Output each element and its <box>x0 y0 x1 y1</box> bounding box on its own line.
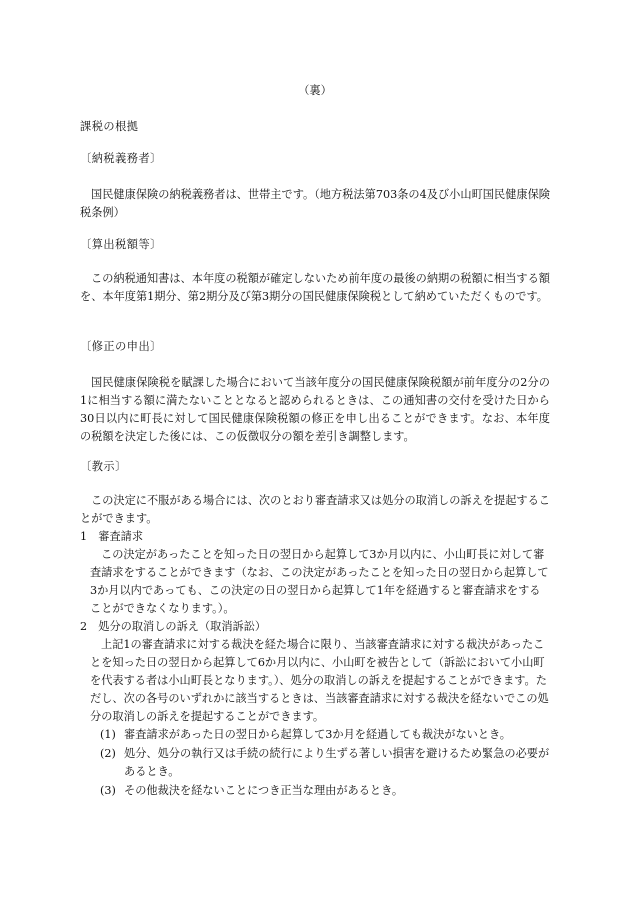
subitem-number: (2) <box>100 747 116 760</box>
subitem <box>100 745 550 781</box>
correction-heading: 〔修正の申出〕 <box>80 340 162 353</box>
page-side-mark: （裏） <box>298 84 332 97</box>
taxpayer-heading: 〔納税義務者〕 <box>80 152 162 165</box>
subitem-number: (3) <box>100 784 116 797</box>
item2-body: 上記1の審査請求に対する裁決を経た場合に限り、当該審査請求に対する裁決があったことを知った日の翌日から起算して6か月以内に、小山町を被告として（訴訟において小山町を代表する者は小山町長となります。）、処分の取消しの訴えを提起することができます。ただし、次の各号のいずれかに該当するときは、当該審査請求に対する裁決を経ないでこの処分の取消しの訴えを提起することができます。 <box>90 638 549 723</box>
notice-intro: この決定に不服がある場合には、次のとおり審査請求又は処分の取消しの訴えを提起することができます。 <box>80 494 550 525</box>
item2-title: 2 処分の取消しの訴え（取消訴訟） <box>80 620 267 633</box>
calc-body: この納税通知書は、本年度の税額が確定しないため前年度の最後の納期の税額に相当する額を、本年度第1期分、第2期分及び第3期分の国民健康保険税として納めていただくものです。 <box>80 272 550 303</box>
subitem-number: (1) <box>100 728 116 741</box>
subitem-text: その他裁決を経ないことにつき正当な理由があるとき。 <box>124 784 404 797</box>
notice-heading: 〔教示〕 <box>80 460 127 473</box>
taxpayer-body: 国民健康保険の納税義務者は、世帯主です。（地方税法第703条の4及び小山町国民健康保険税条例） <box>80 188 550 219</box>
item2-subitems <box>100 726 550 800</box>
document-title: 課税の根拠 <box>80 120 139 133</box>
item1-body: この決定があったことを知った日の翌日から起算して3か月以内に、小山町長に対して審査請求をすることができます（なお、この決定があったことを知った日の翌日から起算して3か月以内であっても、この決定の日の翌日から起算して1年を経過すると審査請求をすることができなくなります。）。 <box>90 548 549 615</box>
correction-body: 国民健康保険税を賦課した場合において当該年度分の国民健康保険税額が前年度分の2分の1に相当する額に満たないこととなると認められるときは、この通知書の交付を受けた日から30日以内に町長に対して国民健康保険税額の修正を申し出ることができます。なお、本年度の税額を決定した後には、この仮徴収分の額を差引き調整します。 <box>80 376 550 443</box>
subitem <box>100 726 550 744</box>
calc-heading: 〔算出税額等〕 <box>80 238 162 251</box>
subitem-text: 処分、処分の執行又は手続の続行により生ずる著しい損害を避けるため緊急の必要があるとき。 <box>124 747 550 778</box>
subitem-text: 審査請求があった日の翌日から起算して3か月を経過しても裁決がないとき。 <box>124 728 511 741</box>
subitem <box>100 782 550 800</box>
item1-title: 1 審査請求 <box>80 530 144 543</box>
